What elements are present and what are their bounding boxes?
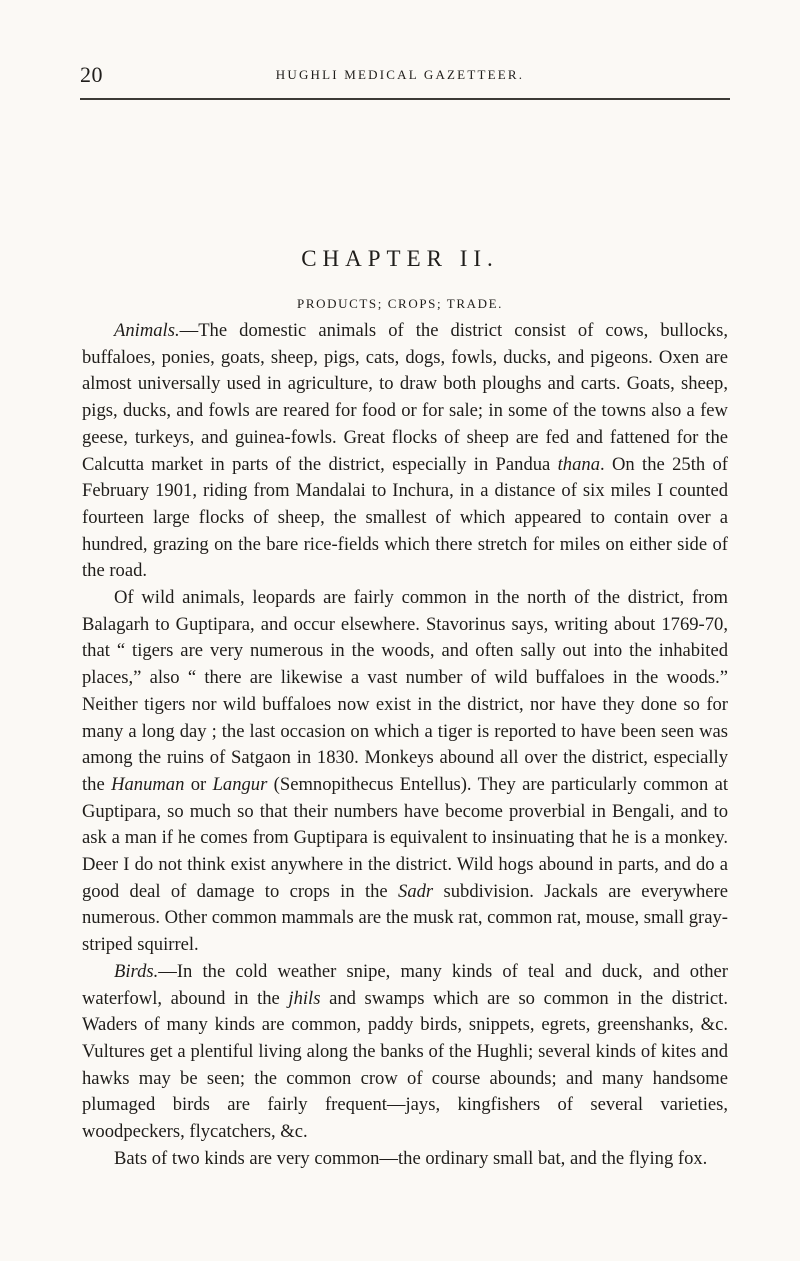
paragraph-heading-animals: Animals. [114, 320, 180, 341]
text-span: and swamps which are so common in the district. Waders of many kinds are common, paddy birds, snippets, egrets, greenshanks, &c. Vultures get a plentiful living along the banks of the Hughli; several kinds of kites and hawks may be seen; the common crow of course abounds; and many handsome plumaged birds are fairly frequent—jays, kingfishers of several varieties, woodpeckers, flycatchers, &c. [82, 987, 728, 1143]
paragraph-animals [82, 318, 728, 585]
text-span: —In the cold weather snipe, many kinds of teal and duck, and other waterfowl, abound in the [82, 960, 728, 1009]
italic-term: thana [557, 453, 600, 475]
running-head: HUGHLI MEDICAL GAZETTEER. [275, 67, 525, 82]
paragraph-heading-birds: Birds. [114, 960, 159, 982]
paragraph-bats [82, 1146, 728, 1173]
page-number: 20 [80, 62, 103, 87]
text-span: Bats of two kinds are very common—the ordinary small bat, and the flying fox. [114, 1147, 708, 1169]
paragraph-birds [82, 959, 728, 1146]
text-span: —The domestic animals of the district consist of cows, bullocks, buffaloes, ponies, goats, sheep, pigs, cats, dogs, fowls, ducks, and pigeons. Oxen are almost universally used in agriculture, to draw both ploughs and carts. Goats, sheep, pigs, ducks, and fowls are reared for food or for sale; in some of the towns also a few geese, turkeys, and guinea-fowls. Great flocks of sheep are fed and fattened for the Calcutta market in parts of the district, especially in Pandua [82, 320, 728, 475]
text-span: or [184, 773, 213, 795]
text-span: subdivision. Jackals are everywhere numerous. Other common mammals are the musk rat, common rat, mouse, small gray-striped squirrel. [82, 880, 728, 956]
chapter-title: CHAPTER II. [301, 246, 499, 271]
body-text [82, 318, 728, 1173]
paragraph-wild-animals [82, 585, 728, 959]
text-span: Of wild animals, leopards are fairly common in the north of the district, from Balagarh to Guptipara, and occur elsewhere. Stavorinus says, writing about 1769-70, that “ tigers are very numerous in the woods, and often sally out into the inhabited places,” also “ there are likewise a vast number of wild buffaloes in the woods.” Neither tigers nor wild buffaloes now exist in the district, nor have they done so for many a long day ; the last occasion on which a tiger is reported to have been seen was among the ruins of Satgaon in 1830. Monkeys abound all over the district, especially the [82, 587, 728, 795]
italic-term: Sadr [398, 880, 434, 902]
italic-term: Hanuman [111, 773, 185, 795]
italic-term: Langur [212, 773, 268, 795]
header-rule [80, 98, 730, 100]
text-span: . On the 25th of February 1901, riding from Mandalai to Inchura, in a distance of six miles I counted fourteen large flocks of sheep, the smallest of which appeared to contain over a hundred, grazing on the bare rice-fields which there stretch for miles on either side of the road. [82, 453, 729, 582]
italic-term: jhils [288, 987, 321, 1009]
text-span: (Semnopithecus Entellus). They are particularly common at Guptipara, so much so that their numbers have become proverbial in Bengali, and to ask a man if he comes from Guptipara is equivalent to insinuating that he is a monkey. Deer I do not think exist anywhere in the district. Wild hogs abound in parts, and do a good deal of damage to crops in the [82, 773, 728, 902]
chapter-subtitle: PRODUCTS; CROPS; TRADE. [297, 296, 503, 311]
